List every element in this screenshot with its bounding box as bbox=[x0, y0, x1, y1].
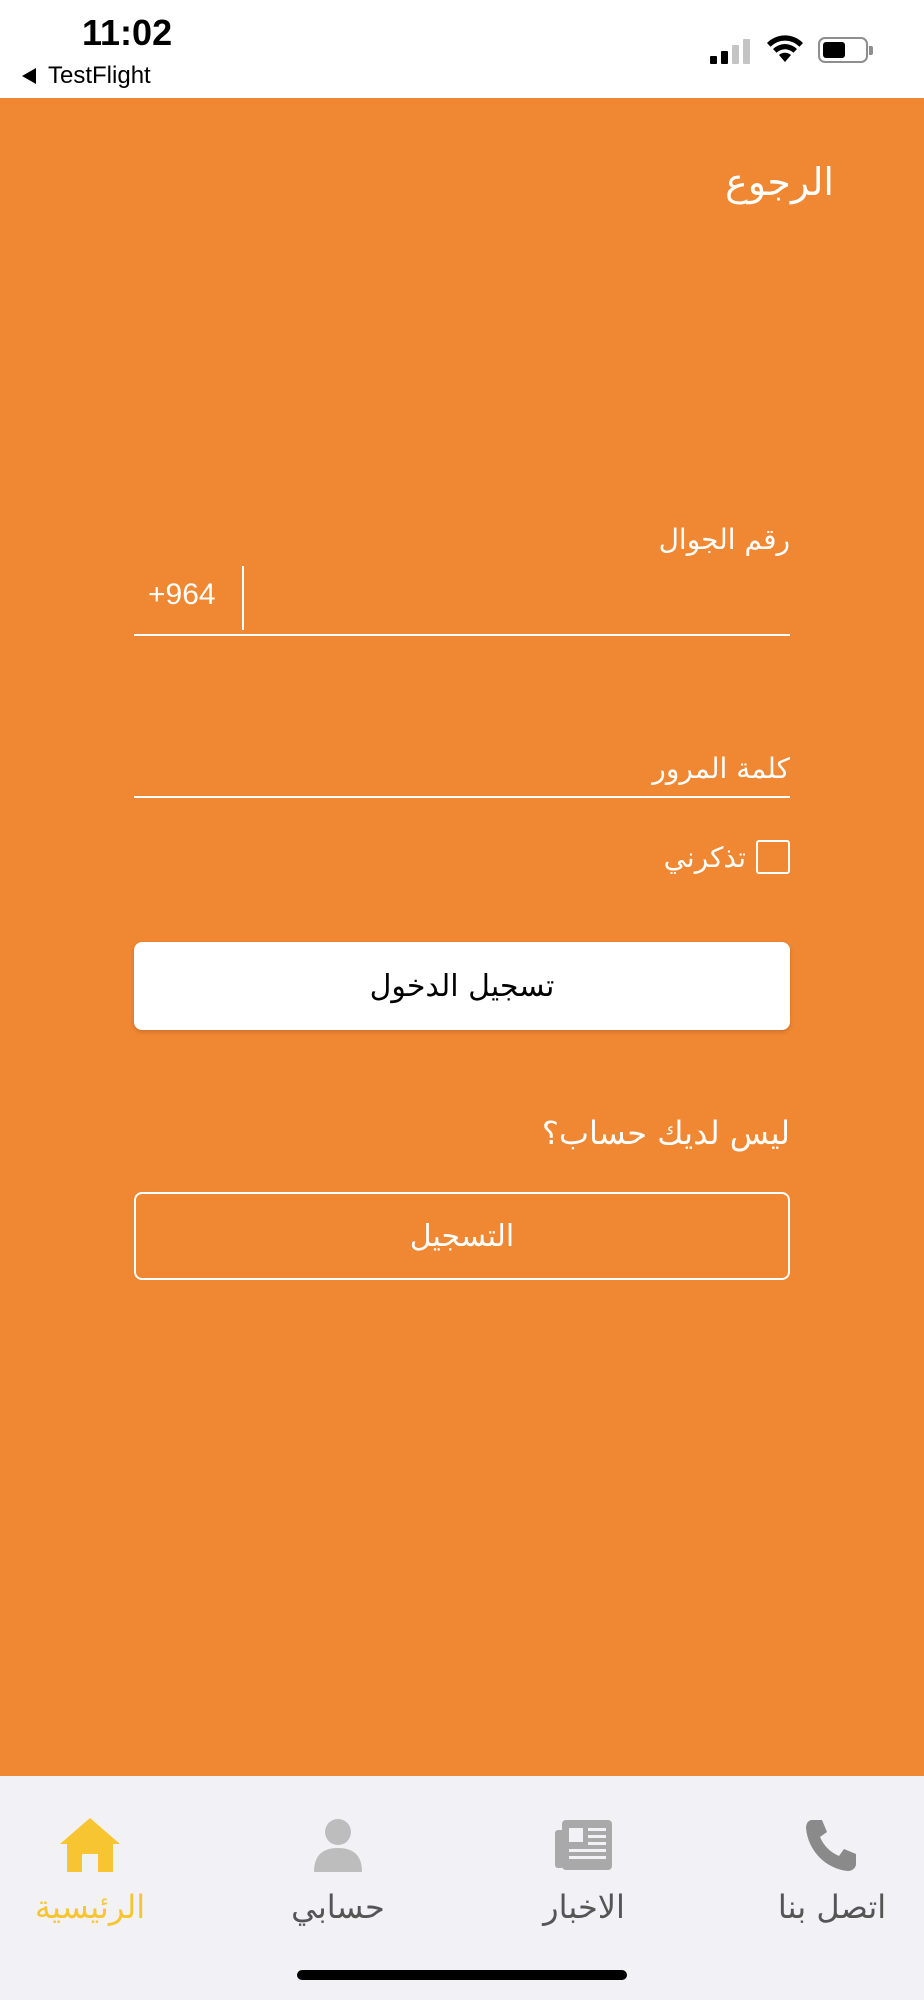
phone-label: رقم الجوال bbox=[658, 523, 790, 556]
tab-bar bbox=[0, 1776, 924, 2000]
phone-icon bbox=[800, 1816, 864, 1874]
home-indicator bbox=[297, 1970, 627, 1980]
tab-news[interactable] bbox=[484, 1816, 684, 1926]
newspaper-icon bbox=[552, 1816, 616, 1874]
back-to-app-link[interactable] bbox=[22, 62, 151, 90]
status-time: 11:02 bbox=[82, 12, 173, 53]
back-arrow-icon bbox=[22, 68, 36, 84]
tab-contact-label: اتصل بنا bbox=[777, 1888, 887, 1926]
back-app-label: TestFlight bbox=[48, 62, 151, 89]
cellular-signal-icon bbox=[710, 38, 750, 64]
status-bar bbox=[0, 0, 924, 98]
password-field-row bbox=[134, 740, 790, 798]
remember-me[interactable] bbox=[664, 840, 790, 874]
tab-contact[interactable] bbox=[732, 1816, 924, 1926]
no-account-text: ليس لديك حساب؟ bbox=[541, 1114, 790, 1152]
home-icon bbox=[58, 1816, 122, 1874]
phone-field-row bbox=[134, 562, 790, 636]
remember-label: تذكرني bbox=[663, 840, 746, 874]
wifi-icon bbox=[765, 34, 805, 64]
tab-home-label: الرئيسية bbox=[34, 1888, 146, 1926]
remember-checkbox[interactable] bbox=[756, 840, 790, 874]
password-input[interactable] bbox=[134, 740, 790, 796]
login-button[interactable]: تسجيل الدخول bbox=[134, 942, 790, 1030]
tab-home[interactable] bbox=[0, 1816, 190, 1926]
person-icon bbox=[306, 1816, 370, 1874]
phone-input[interactable] bbox=[254, 562, 790, 634]
country-code[interactable]: +964 bbox=[148, 578, 216, 611]
back-button[interactable]: الرجوع bbox=[725, 160, 834, 204]
code-divider bbox=[242, 566, 244, 630]
battery-icon bbox=[818, 37, 868, 63]
tab-account[interactable] bbox=[238, 1816, 438, 1926]
tab-news-label: الاخبار bbox=[543, 1888, 625, 1926]
tab-account-label: حسابي bbox=[291, 1888, 385, 1926]
register-button[interactable]: التسجيل bbox=[134, 1192, 790, 1280]
